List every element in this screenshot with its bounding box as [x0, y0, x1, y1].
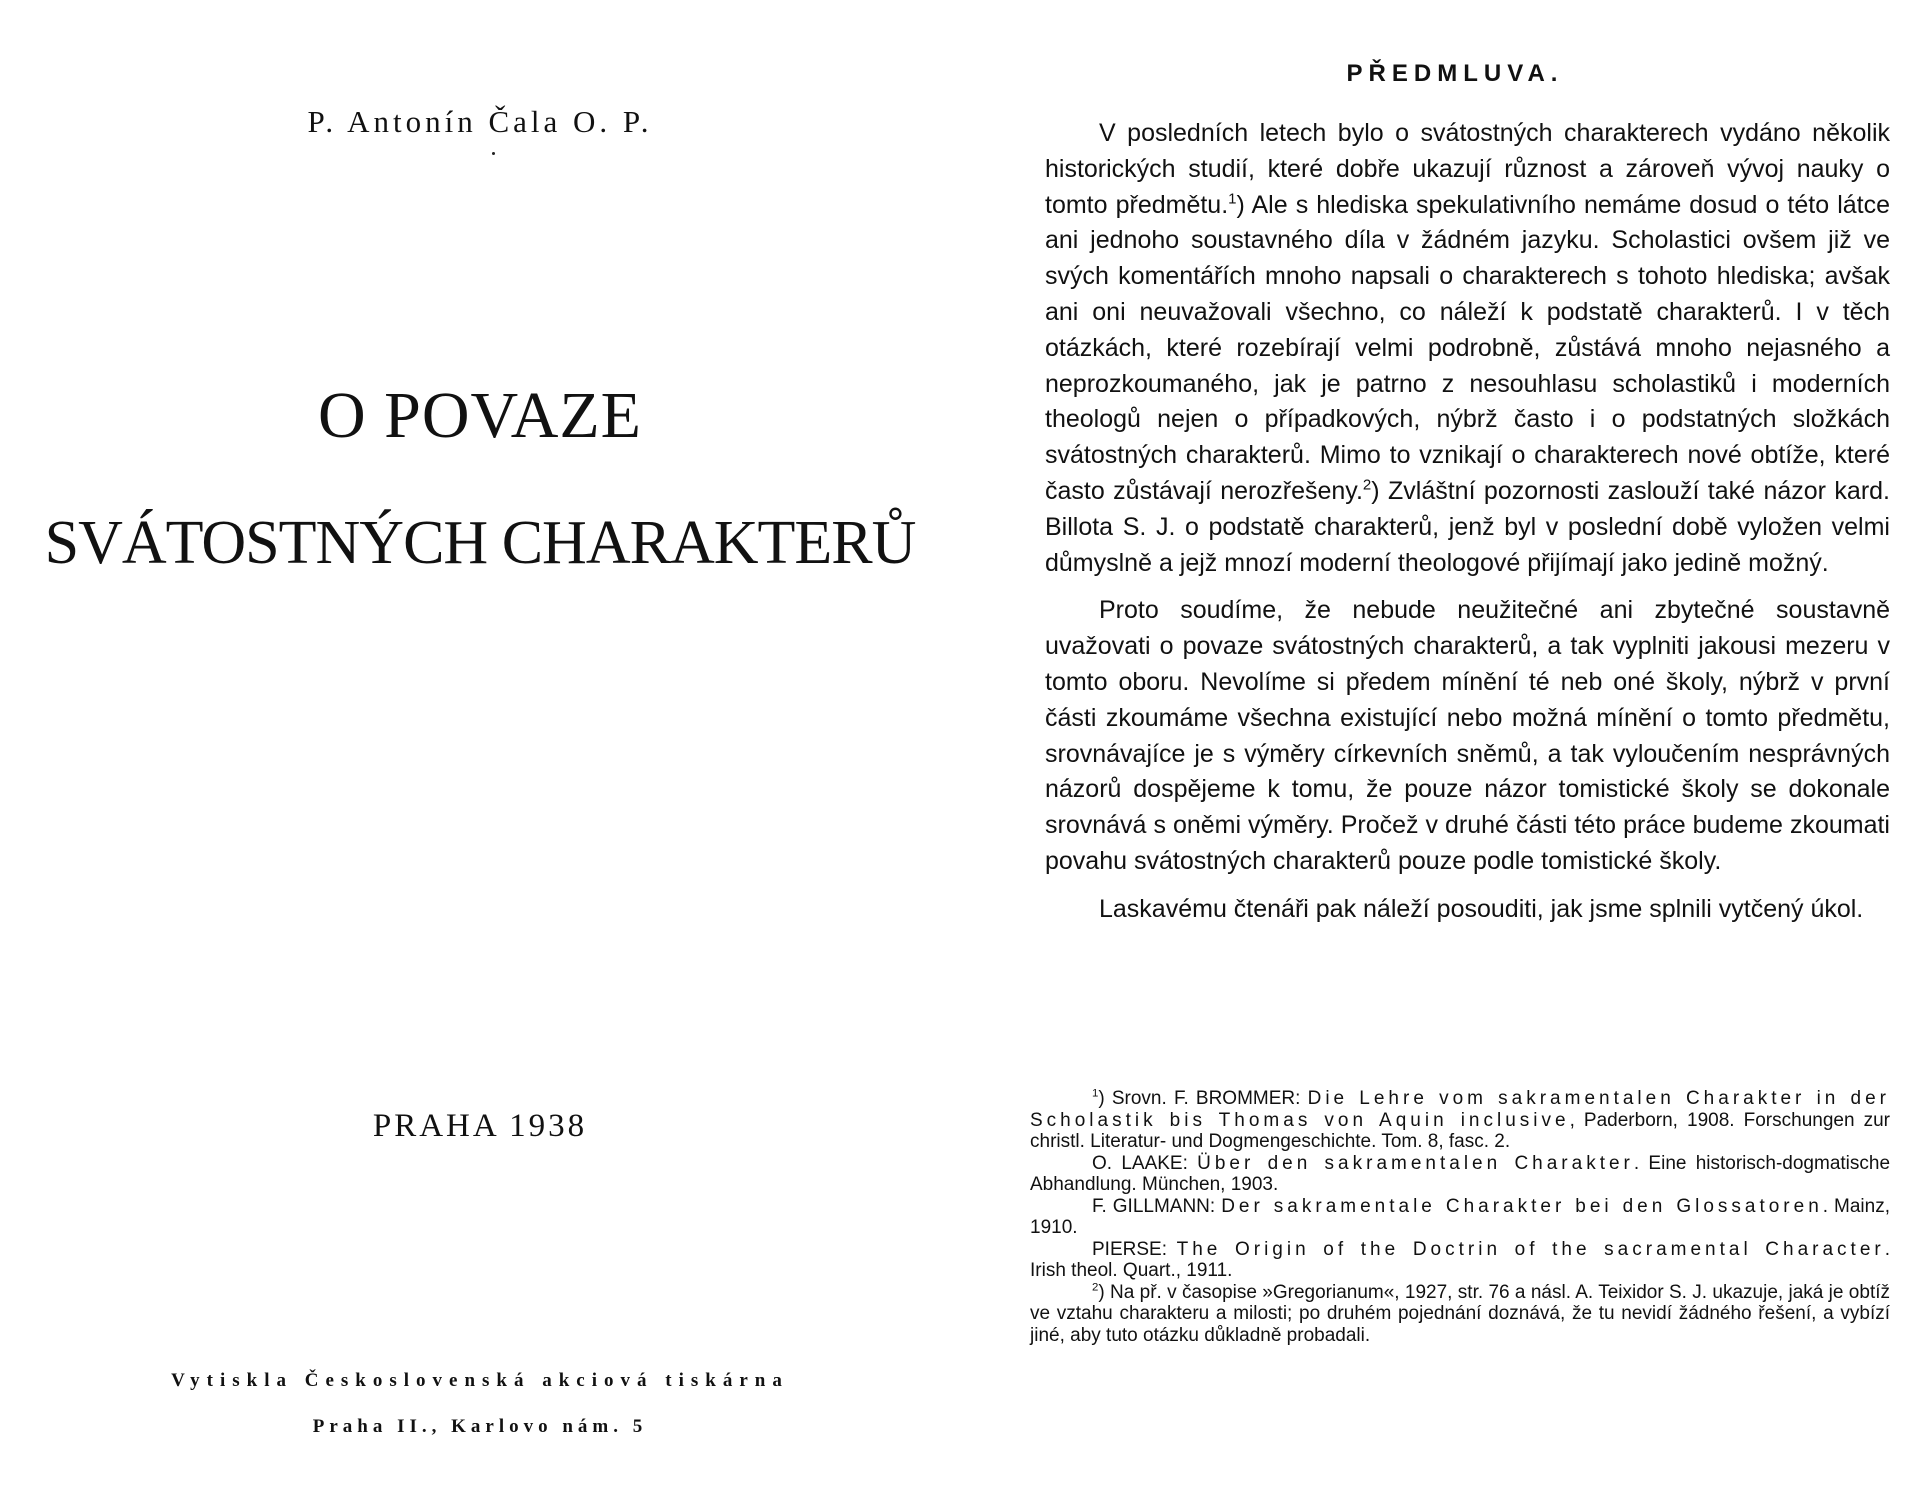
- place-and-year: PRAHA 1938: [372, 1108, 588, 1144]
- footnote: [1030, 1282, 1890, 1347]
- printer-line-1: Vytiskla Československá akciová tiskárna: [171, 1370, 789, 1391]
- footnotes: [1030, 1088, 1890, 1346]
- title-page: [0, 0, 960, 1500]
- footnote-text: O. LAAKE:: [1092, 1152, 1198, 1174]
- footnote-text: F. GILLMANN:: [1092, 1195, 1222, 1217]
- paragraph-text: V posledních letech bylo o svátostných charakterech vydáno několik historických studií, které dobře ukazují různost a zároveň vývoj nauky o tomto předmětu.: [1045, 119, 1890, 219]
- footnote: [1030, 1239, 1890, 1282]
- paragraph: Laskavému čtenáři pak náleží posouditi, jak jsme splnili vytčený úkol.: [1099, 894, 1864, 923]
- preface-heading: PŘEDMLUVA.: [1346, 60, 1564, 87]
- footnote-ref: 1: [1228, 190, 1237, 208]
- footnote-text: . Mainz, 1910.: [1030, 1195, 1891, 1238]
- paragraph: Proto soudíme, že nebude neužitečné ani zbytečné soustavně uvažovati o povaze svátostných charakterů, a tak vyplniti jakousi mezeru v tomto oboru. Nevolíme si předem mínění té neb oné školy, nýbrž v první části zkoumáme všechna existující nebo možná mínění o tomto předmětu, srovnávajíce je s výměry církevních sněmů, a tak vyloučením nesprávných názorů dospějeme k tomu, že pouze názor tomistické školy se dokonale srovnává s oněmi výměry. Pročež v druhé části této práce budeme zkoumati povahu svátostných charakterů pouze podle tomistické školy.: [1045, 596, 1890, 875]
- paragraph-text: ) Ale s hlediska spekulativního nemáme dosud o této látce ani jednoho soustavného díla v žádném jazyku. Scholastici ovšem již ve svých komentářích mnoho napsali o charakterech s tohoto hlediska; avšak ani oni neuvažovali všechno, co náleží k podstatě charakterů. I v těch otázkách, které rozebírají velmi podrobně, zůstává mnoho nejasného a neprozkoumaného, jak je patrno z nesouhlasu scholastiků i moderních theologů nejen o případkových, nýbrž často i o podstatných složkách svátostných charakterů. Mimo to vznikají o charakterech nové obtíže, které často zůstávají nerozřešeny.: [1045, 190, 1891, 505]
- book-title-line-2: SVÁTOSTNÝCH CHARAKTERŮ: [44, 509, 916, 577]
- paragraph-text: ) Zvláštní pozornosti zaslouží také názor kard. Billota S. J. o podstatě charakterů, jenž byl v poslední době vyložen velmi důmyslně a jejž mnozí moderní theologové přijímají jako jedině možný.: [1045, 476, 1890, 577]
- author-name: P. Antonín Čala O. P.: [307, 104, 653, 139]
- footnote-ref: 2: [1362, 476, 1372, 494]
- cited-title: Über den sakramentalen Charakter: [1197, 1152, 1634, 1174]
- book-title-line-1: O POVAZE: [318, 379, 642, 452]
- footnote-marker: 1: [1092, 1087, 1099, 1100]
- cited-title: Der sakramentale Charakter bei den Glossatoren: [1221, 1195, 1823, 1217]
- footnote-text: , Paderborn, 1908. Forschungen zur christl. Literatur- und Dogmengeschichte. Tom. 8, fasc. 2.: [1030, 1109, 1890, 1152]
- footnote-text: ) Na př. v časopise »Gregorianum«, 1927, str. 76 a násl. A. Teixidor S. J. ukazuje, jaká je obtíž ve vztahu charakteru a milosti; po druhém pojednání doznává, že tu nevidí žádného řešení, a vybízí jiné, aby tuto otázku důkladně probadali.: [1030, 1281, 1890, 1346]
- footnote-marker: 2: [1092, 1281, 1099, 1294]
- preface-body: [1045, 116, 1890, 940]
- cited-title: The Origin of the Doctrin of the sacramental Character: [1176, 1238, 1885, 1260]
- footnote: [1030, 1196, 1890, 1239]
- printer-line-2: Praha II., Karlovo nám. 5: [312, 1416, 648, 1437]
- footnote-text: . Irish theol. Quart., 1911.: [1030, 1238, 1890, 1281]
- footnote-text: PIERSE:: [1092, 1238, 1177, 1260]
- stray-mark: [492, 152, 495, 155]
- cited-title: Die Lehre vom sakramentalen Charakter in der Scholastik bis Thomas von Aquin inclusive: [1030, 1088, 1891, 1131]
- footnote: [1030, 1153, 1890, 1196]
- paragraph: [1045, 116, 1890, 581]
- footnote: [1030, 1088, 1890, 1153]
- preface-page: [1020, 0, 1890, 1500]
- footnote-text: ) Srovn. F. BROMMER:: [1098, 1088, 1308, 1109]
- footnote-text: . Eine historisch-dogmatische Abhandlung. München, 1903.: [1030, 1152, 1891, 1195]
